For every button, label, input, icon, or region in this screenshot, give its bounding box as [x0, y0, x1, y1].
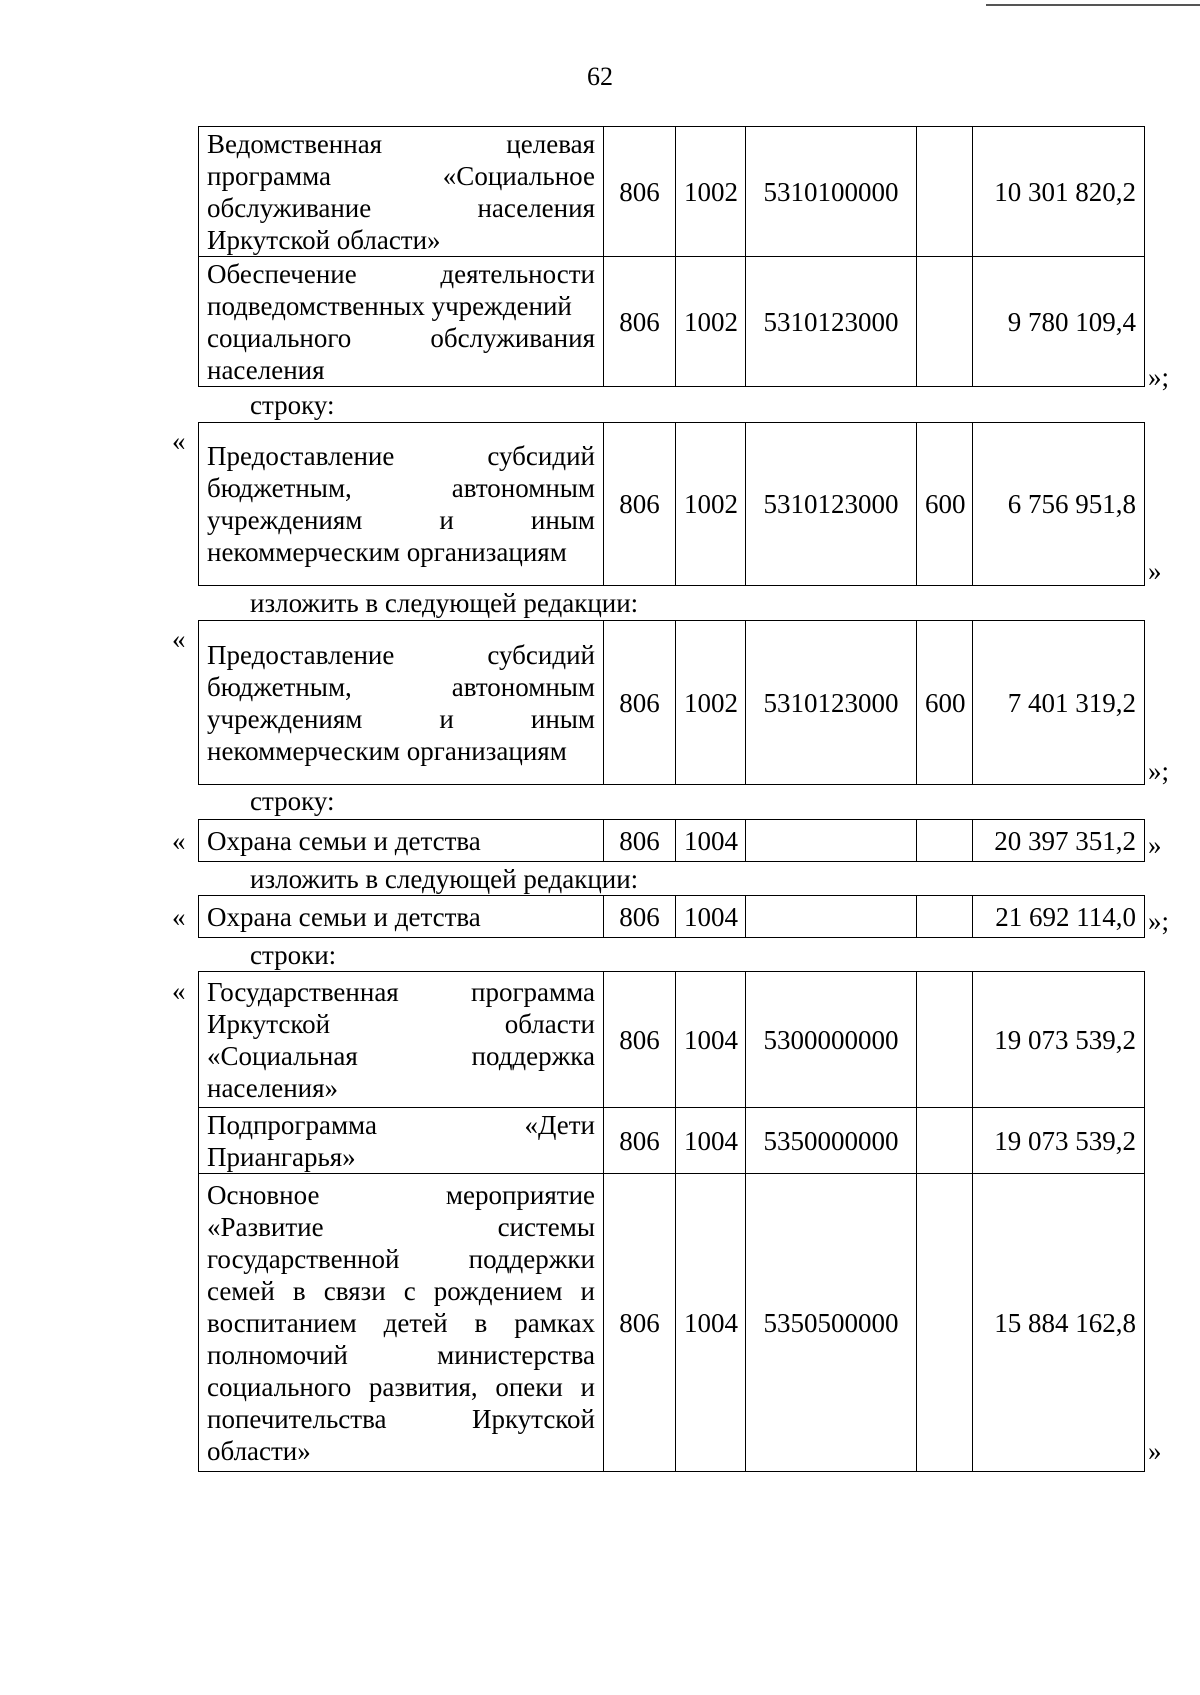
budget-table-block4: [198, 819, 1145, 862]
name-line: воспитанием детей в рамках: [207, 1307, 595, 1338]
name-line: Предоставление субсидий: [207, 639, 595, 670]
cell-gr: 806: [604, 423, 676, 586]
cell-gr: 806: [604, 972, 676, 1108]
cell-cs: 5310123000: [746, 621, 917, 785]
budget-table-block3: [198, 620, 1145, 785]
table-row: [199, 972, 1145, 1108]
label-stroku: строку:: [250, 786, 335, 816]
label-stroku: строку:: [250, 390, 335, 420]
name-line: Основное мероприятие: [207, 1179, 595, 1210]
closing-quote: »;: [1148, 906, 1170, 936]
cell-rz: 1004: [676, 1108, 746, 1174]
cell-rz: 1004: [676, 972, 746, 1108]
cell-rz: 1004: [676, 896, 746, 938]
name-line: населения: [207, 354, 325, 385]
cell-vr: [917, 820, 973, 862]
cell-gr: 806: [604, 896, 676, 938]
name-line: полномочий министерства: [207, 1339, 595, 1370]
name-line: некоммерческим организациям: [207, 735, 567, 766]
cell-sum: 21 692 114,0: [973, 896, 1145, 938]
cell-cs: 5300000000: [746, 972, 917, 1108]
closing-quote: »: [1148, 830, 1162, 860]
table-row: [199, 1174, 1145, 1472]
top-edge-line: [986, 4, 1200, 6]
cell-vr: [917, 1174, 973, 1472]
opening-quote: «: [172, 902, 186, 932]
table-row: [199, 896, 1145, 938]
name-line: Предоставление субсидий: [207, 441, 595, 471]
name-line: Обеспечение деятельности: [207, 258, 595, 289]
cell-cs: 5310100000: [746, 127, 917, 257]
opening-quote: «: [172, 426, 186, 456]
name-line: «Развитие системы: [207, 1211, 595, 1242]
cell-cs: [746, 820, 917, 862]
cell-vr: [917, 257, 973, 387]
cell-rz: 1002: [676, 423, 746, 586]
cell-sum: 19 073 539,2: [973, 972, 1145, 1108]
name-line: области»: [207, 1435, 311, 1466]
cell-gr: 806: [604, 621, 676, 785]
name-line: Приангарья»: [207, 1141, 356, 1172]
cell-vr: [917, 127, 973, 257]
opening-quote: «: [172, 976, 186, 1006]
row-name: [199, 621, 604, 785]
name-line: учреждениям и иным: [207, 505, 595, 535]
cell-sum: 6 756 951,8: [973, 423, 1145, 586]
cell-gr: 806: [604, 257, 676, 387]
cell-cs: 5310123000: [746, 423, 917, 586]
cell-sum: 10 301 820,2: [973, 127, 1145, 257]
closing-quote: »;: [1148, 756, 1170, 786]
cell-cs: 5350000000: [746, 1108, 917, 1174]
row-name: [199, 972, 604, 1108]
closing-quote: »: [1148, 1436, 1162, 1466]
closing-quote: »: [1148, 556, 1162, 586]
name-line: населения»: [207, 1072, 339, 1103]
name-line: социального развития, опеки и: [207, 1371, 595, 1402]
cell-sum: 7 401 319,2: [973, 621, 1145, 785]
opening-quote: «: [172, 624, 186, 654]
name-line: учреждениям и иным: [207, 703, 595, 734]
name-line: Подпрограмма «Дети: [207, 1109, 595, 1140]
name-line: Государственная программа: [207, 976, 595, 1007]
name-line: семей в связи с рождением и: [207, 1275, 595, 1306]
name-line: программа «Социальное: [207, 160, 595, 191]
budget-table-block1: [198, 126, 1145, 387]
cell-cs: 5350500000: [746, 1174, 917, 1472]
name-line: Иркутской области: [207, 1008, 595, 1039]
table-row: [199, 820, 1145, 862]
cell-rz: 1002: [676, 257, 746, 387]
cell-vr: 600: [917, 621, 973, 785]
page-number: 62: [587, 62, 613, 91]
label-izlozhit: изложить в следующей редакции:: [250, 864, 639, 894]
budget-table-block2: [198, 422, 1145, 586]
cell-rz: 1004: [676, 1174, 746, 1472]
cell-rz: 1004: [676, 820, 746, 862]
cell-cs: 5310123000: [746, 257, 917, 387]
cell-gr: 806: [604, 1174, 676, 1472]
name-line: Ведомственная целевая: [207, 128, 595, 159]
cell-sum: 15 884 162,8: [973, 1174, 1145, 1472]
cell-gr: 806: [604, 127, 676, 257]
table-row: [199, 1108, 1145, 1174]
name-line: Иркутской области»: [207, 224, 441, 255]
cell-rz: 1002: [676, 127, 746, 257]
budget-table-block6: [198, 971, 1145, 1472]
name-line: «Социальная поддержка: [207, 1040, 595, 1071]
table-row: [199, 621, 1145, 785]
cell-gr: 806: [604, 1108, 676, 1174]
name-line: попечительства Иркутской: [207, 1403, 595, 1434]
cell-rz: 1002: [676, 621, 746, 785]
cell-gr: 806: [604, 820, 676, 862]
label-stroki: строки:: [250, 940, 337, 970]
name-line: подведомственных учреждений: [207, 290, 572, 321]
name-line: социального обслуживания: [207, 322, 595, 353]
closing-quote: »;: [1148, 362, 1170, 392]
row-name: [199, 257, 604, 387]
name-line: бюджетным, автономным: [207, 473, 595, 503]
row-name: [199, 423, 604, 586]
label-izlozhit: изложить в следующей редакции:: [250, 588, 639, 618]
name-line: бюджетным, автономным: [207, 671, 595, 702]
name-line: некоммерческим организациям: [207, 537, 567, 567]
row-name: Охрана семьи и детства: [199, 896, 604, 938]
cell-vr: [917, 896, 973, 938]
table-row: [199, 423, 1145, 586]
cell-cs: [746, 896, 917, 938]
cell-sum: 19 073 539,2: [973, 1108, 1145, 1174]
cell-vr: [917, 972, 973, 1108]
row-name: [199, 1174, 604, 1472]
cell-vr: 600: [917, 423, 973, 586]
budget-table-block5: [198, 895, 1145, 938]
name-line: государственной поддержки: [207, 1243, 595, 1274]
row-name: [199, 1108, 604, 1174]
table-row: [199, 127, 1145, 257]
cell-vr: [917, 1108, 973, 1174]
opening-quote: «: [172, 826, 186, 856]
table-row: [199, 257, 1145, 387]
cell-sum: 9 780 109,4: [973, 257, 1145, 387]
cell-sum: 20 397 351,2: [973, 820, 1145, 862]
row-name: Охрана семьи и детства: [199, 820, 604, 862]
row-name: [199, 127, 604, 257]
name-line: обслуживание населения: [207, 192, 595, 223]
